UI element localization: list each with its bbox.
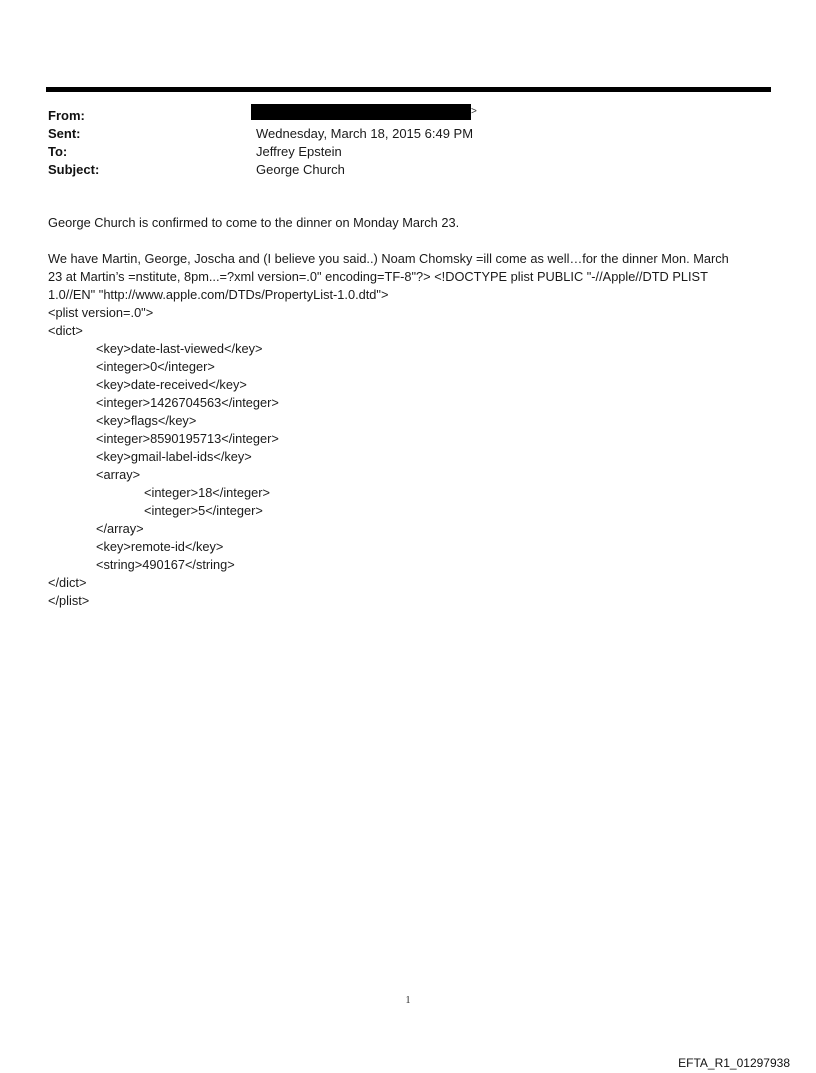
- plist-line: </dict>: [48, 575, 87, 590]
- plist-line: <key>date-last-viewed</key>: [96, 341, 263, 356]
- plist-line: <key>flags</key>: [96, 413, 197, 428]
- plist-line: <key>gmail-label-ids</key>: [96, 449, 252, 464]
- plist-line: <integer>5</integer>: [144, 503, 263, 518]
- body-paragraph-2-line: We have Martin, George, Joscha and (I believe you said..) Noam Chomsky =ill come as well…for the dinner Mon. March: [48, 251, 729, 266]
- plist-line: <integer>0</integer>: [96, 359, 215, 374]
- plist-line: <integer>18</integer>: [144, 485, 270, 500]
- plist-block: [48, 304, 768, 610]
- plist-line: <plist version=.0">: [48, 305, 154, 320]
- from-value-tail: >: [471, 106, 477, 117]
- to-label: To:: [48, 144, 68, 159]
- plist-line: <dict>: [48, 323, 83, 338]
- body-paragraph-2: [48, 250, 768, 304]
- plist-line: <key>remote-id</key>: [96, 539, 224, 554]
- body-paragraph-1: George Church is confirmed to come to the dinner on Monday March 23.: [48, 215, 460, 230]
- plist-line: <key>date-received</key>: [96, 377, 247, 392]
- from-label: From:: [48, 108, 85, 123]
- plist-line: </plist>: [48, 593, 90, 608]
- sent-value: Wednesday, March 18, 2015 6:49 PM: [256, 126, 474, 141]
- header-rule: [46, 87, 771, 92]
- document-id: EFTA_R1_01297938: [678, 1056, 790, 1070]
- body-paragraph-2-line: 23 at Martin’s =nstitute, 8pm...=?xml version=.0" encoding=TF-8"?> <!DOCTYPE plist PUBLIC "-//Apple//DTD PLIST: [48, 269, 708, 284]
- plist-line: <array>: [96, 467, 141, 482]
- redaction-block: [251, 104, 471, 120]
- page-number: 1: [405, 995, 411, 1006]
- sent-label: Sent:: [48, 126, 81, 141]
- plist-line: <integer>8590195713</integer>: [96, 431, 279, 446]
- plist-line: <string>490167</string>: [96, 557, 235, 572]
- plist-line: </array>: [96, 521, 144, 536]
- body-paragraph-2-line: 1.0//EN" "http://www.apple.com/DTDs/PropertyList-1.0.dtd">: [48, 287, 389, 302]
- subject-value: George Church: [256, 162, 345, 177]
- to-value: Jeffrey Epstein: [256, 144, 342, 159]
- subject-label: Subject:: [48, 162, 100, 177]
- plist-line: <integer>1426704563</integer>: [96, 395, 279, 410]
- email-body: [48, 214, 768, 610]
